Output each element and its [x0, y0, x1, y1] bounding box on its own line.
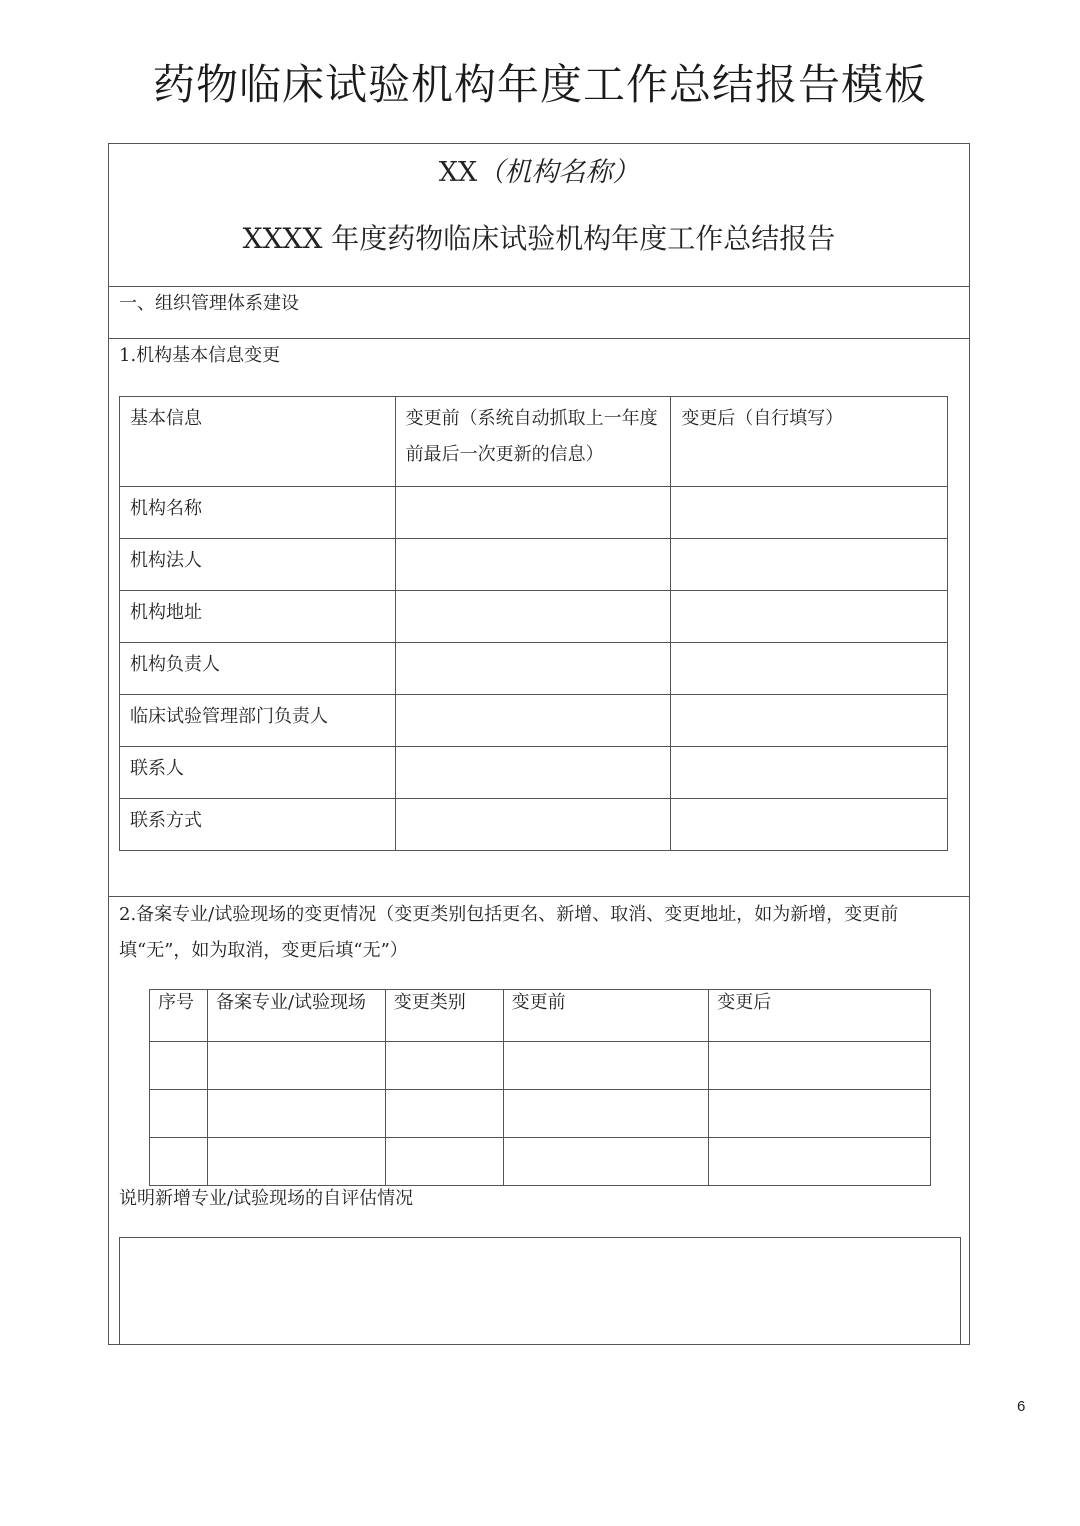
section1-heading: 一、组织管理体系建设	[119, 293, 299, 314]
table-row	[120, 591, 948, 643]
input-cell[interactable]	[385, 1042, 503, 1090]
input-cell[interactable]	[150, 1042, 208, 1090]
section1-subheading: 1.机构基本信息变更	[119, 345, 281, 366]
section2-heading: 2.备案专业/试验现场的变更情况（变更类别包括更名、新增、取消、变更地址，如为新增，变更前填“无”，如为取消，变更后填“无”）	[119, 904, 899, 961]
input-cell[interactable]	[709, 1138, 931, 1186]
before-field[interactable]	[395, 539, 671, 591]
document-title: 药物临床试验机构年度工作总结报告模板	[152, 60, 927, 109]
self-assessment-note: 说明新增专业/试验现场的自评估情况	[119, 1188, 414, 1209]
divider	[109, 286, 969, 287]
header-cell: 基本信息	[120, 397, 396, 487]
after-field[interactable]	[671, 487, 948, 539]
header-cell: 序号	[150, 990, 208, 1042]
input-cell[interactable]	[503, 1042, 709, 1090]
institution-name	[109, 150, 969, 189]
input-cell[interactable]	[709, 1042, 931, 1090]
after-field[interactable]	[671, 695, 948, 747]
input-cell[interactable]	[207, 1042, 385, 1090]
before-field[interactable]	[395, 487, 671, 539]
header-cell: 备案专业/试验现场	[207, 990, 385, 1042]
specialty-change-table	[149, 989, 931, 1186]
row-label: 联系方式	[120, 799, 396, 851]
table-row	[120, 487, 948, 539]
report-title: XXXX 年度药物临床试验机构年度工作总结报告	[242, 222, 836, 255]
table-header-row	[150, 990, 931, 1042]
after-field[interactable]	[671, 643, 948, 695]
input-cell[interactable]	[385, 1090, 503, 1138]
input-cell[interactable]	[709, 1090, 931, 1138]
header-cell: 变更后（自行填写）	[671, 397, 948, 487]
report-form	[108, 143, 970, 1345]
basic-info-table	[119, 396, 948, 851]
row-label: 机构法人	[120, 539, 396, 591]
before-field[interactable]	[395, 747, 671, 799]
before-field[interactable]	[395, 799, 671, 851]
header-cell: 变更前	[503, 990, 709, 1042]
row-label: 机构负责人	[120, 643, 396, 695]
table-row	[150, 1090, 931, 1138]
table-row	[120, 747, 948, 799]
table-row	[120, 539, 948, 591]
row-label: 联系人	[120, 747, 396, 799]
row-label: 临床试验管理部门负责人	[120, 695, 396, 747]
before-field[interactable]	[395, 591, 671, 643]
divider	[109, 338, 969, 339]
after-field[interactable]	[671, 799, 948, 851]
table-row	[150, 1042, 931, 1090]
input-cell[interactable]	[150, 1138, 208, 1186]
input-cell[interactable]	[207, 1138, 385, 1186]
after-field[interactable]	[671, 747, 948, 799]
before-field[interactable]	[395, 643, 671, 695]
input-cell[interactable]	[385, 1138, 503, 1186]
institution-prefix: XX	[438, 157, 478, 188]
table-row	[150, 1138, 931, 1186]
institution-placeholder: （机构名称）	[477, 157, 640, 188]
after-field[interactable]	[671, 539, 948, 591]
self-assessment-box[interactable]	[119, 1237, 961, 1345]
header-cell: 变更类别	[385, 990, 503, 1042]
header-cell: 变更后	[709, 990, 931, 1042]
header-cell: 变更前（系统自动抓取上一年度前最后一次更新的信息）	[395, 397, 671, 487]
after-field[interactable]	[671, 591, 948, 643]
input-cell[interactable]	[207, 1090, 385, 1138]
input-cell[interactable]	[503, 1138, 709, 1186]
table-header-row	[120, 397, 948, 487]
input-cell[interactable]	[503, 1090, 709, 1138]
row-label: 机构名称	[120, 487, 396, 539]
input-cell[interactable]	[150, 1090, 208, 1138]
table-row	[120, 695, 948, 747]
table-row	[120, 799, 948, 851]
table-row	[120, 643, 948, 695]
before-field[interactable]	[395, 695, 671, 747]
page-number: 6	[1017, 1398, 1026, 1415]
row-label: 机构地址	[120, 591, 396, 643]
